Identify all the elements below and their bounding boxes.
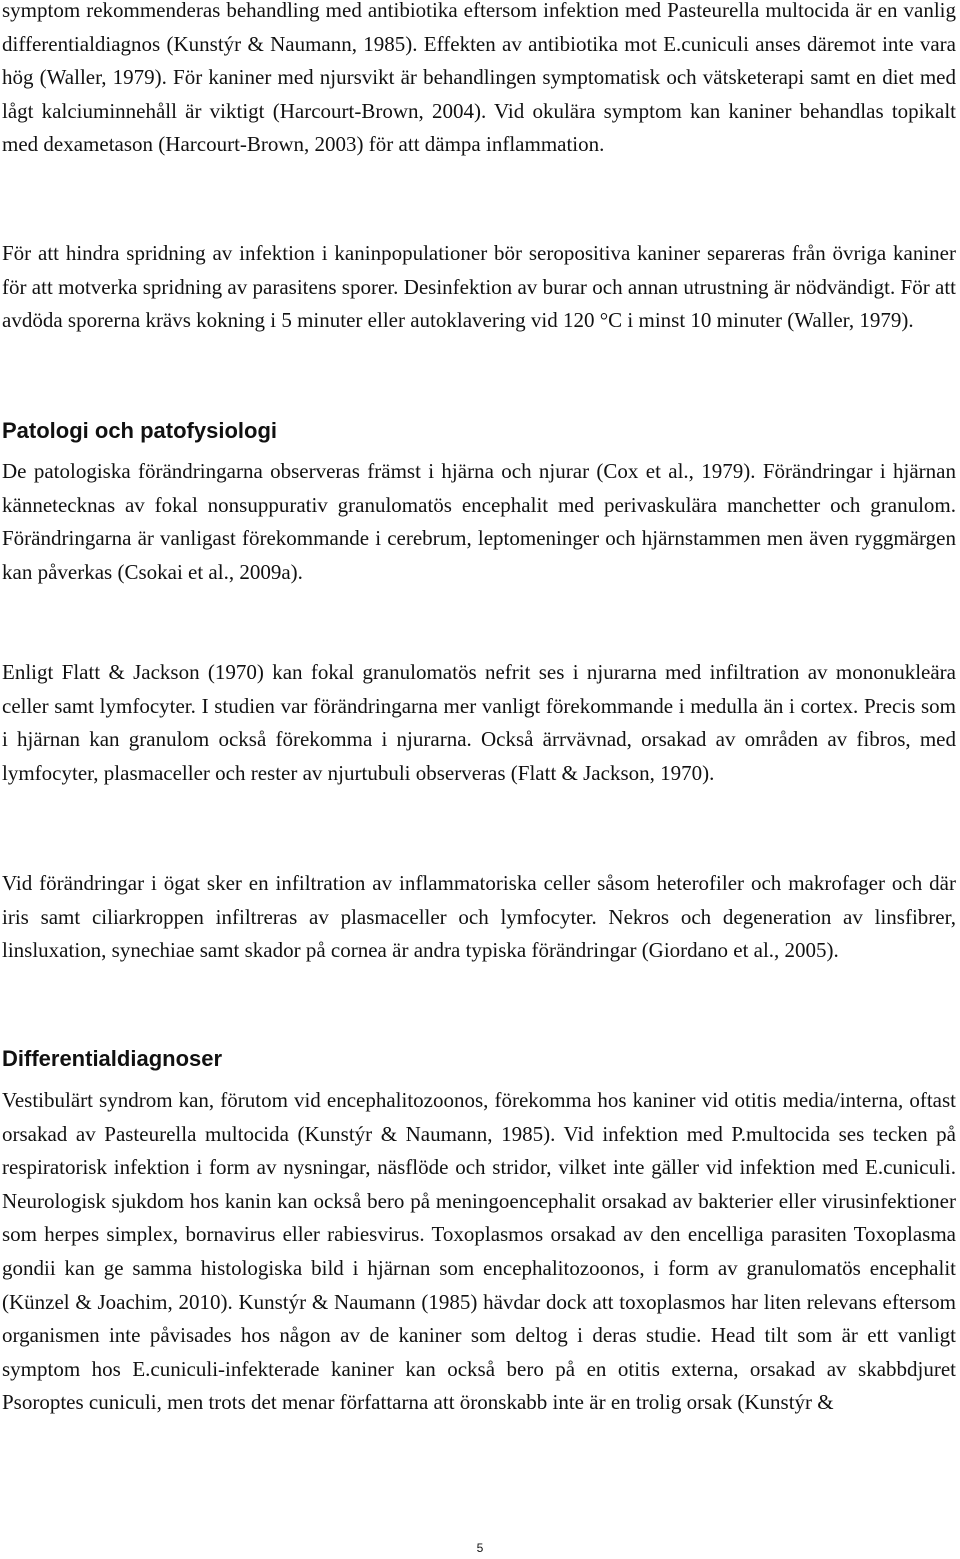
paragraph-treatment: symptom rekommenderas behandling med antibiotika eftersom infektion med Pasteurella multocida är en vanlig differentialdiagnos (Kunstýr & Naumann, 1985). Effekten av antibiotika mot E.cuniculi anses däremot inte vara hög (Waller, 1979). För kaniner med njursvikt är behandlingen symptomatisk och vätsketerapi samt en diet med lågt kalciuminnehåll är viktigt (Harcourt-Brown, 2004). Vid okulära symptom kan kaniner behandlas topikalt med dexametason (Harcourt-Brown, 2003) för att dämpa inflammation. [2,0,956,157]
paragraph-pathology-eye: Vid förändringar i ögat sker en infiltration av inflammatoriska celler såsom heterofiler och makrofager och där iris samt ciliarkroppen infiltreras av plasmaceller och lymfocyter. Nekros och degeneration av linsfibrer, linsluxation, synechiae samt skador på cornea är andra typiska förändringar (Giordano et al., 2005). [2,871,956,963]
paragraph-prevention: För att hindra spridning av infektion i kaninpopulationer bör seropositiva kaniner separeras från övriga kaniner för att motverka spridning av parasitens sporer. Desinfektion av burar och annan utrustning är nödvändigt. För att avdöda sporerna krävs kokning i 5 minuter eller autoklavering vid 120 °C i minst 10 minuter (Waller, 1979). [2,241,956,333]
paragraph-pathology-kidney: Enligt Flatt & Jackson (1970) kan fokal granulomatös nefrit ses i njurarna med infiltration av mononukleära celler samt lymfocyter. I studien var förändringarna mer vanligt förekommande i medulla än i cortex. Precis som i hjärnan kan granulom också förekomma i njurarna. Också ärrvävnad, orsakad av områden av fibros, med lymfocyter, plasmaceller och rester av njurtubuli observeras (Flatt & Jackson, 1970). [2,660,956,785]
paragraph-pathology-brain: De patologiska förändringarna observeras främst i hjärna och njurar (Cox et al., 1979). Förändringar i hjärnan kännetecknas av fokal nonsuppurativ granulomatös encephalit med perivaskulära manchetter och granulom. Förändringarna är vanligast förekommande i cerebrum, leptomeninger och hjärnstammen men även ryggmärgen kan påverkas (Csokai et al., 2009a). [2,459,956,584]
page-number: 5 [476,1541,484,1555]
section-heading-differential: Differentialdiagnoser [2,1046,223,1071]
section-heading-pathology: Patologi och patofysiologi [2,418,277,443]
paragraph-differential-diagnoses: Vestibulärt syndrom kan, förutom vid encephalitozoonos, förekomma hos kaniner vid otitis media/interna, oftast orsakad av Pasteurella multocida (Kunstýr & Naumann, 1985). Vid infektion med P.multocida ses tecken på respiratorisk infektion i form av nysningar, näsflöde och stridor, vilket inte gäller vid infektion med E.cuniculi. Neurologisk sjukdom hos kanin kan också bero på meningoencephalit orsakad av bakterier eller virusinfektioner som herpes simplex, bornavirus eller rabiesvirus. Toxoplasmos orsakad av den encelliga parasiten Toxoplasma gondii kan ge samma histologiska bild i hjärnan som encephalitozoonos, i form av granulomatös encephalit (Künzel & Joachim, 2010). Kunstýr & Naumann (1985) hävdar dock att toxoplasmos har liten relevans eftersom organismen inte påvisades hos någon av de kaniner som deltog i deras studie. Head tilt som är ett vanligt symptom hos E.cuniculi-infekterade kaniner kan också bero på en otitis externa, orsakad av skabbdjuret Psoroptes cuniculi, men trots det menar författarna att öronskabb inte är en trolig orsak (Kunstýr & [2,1088,956,1415]
